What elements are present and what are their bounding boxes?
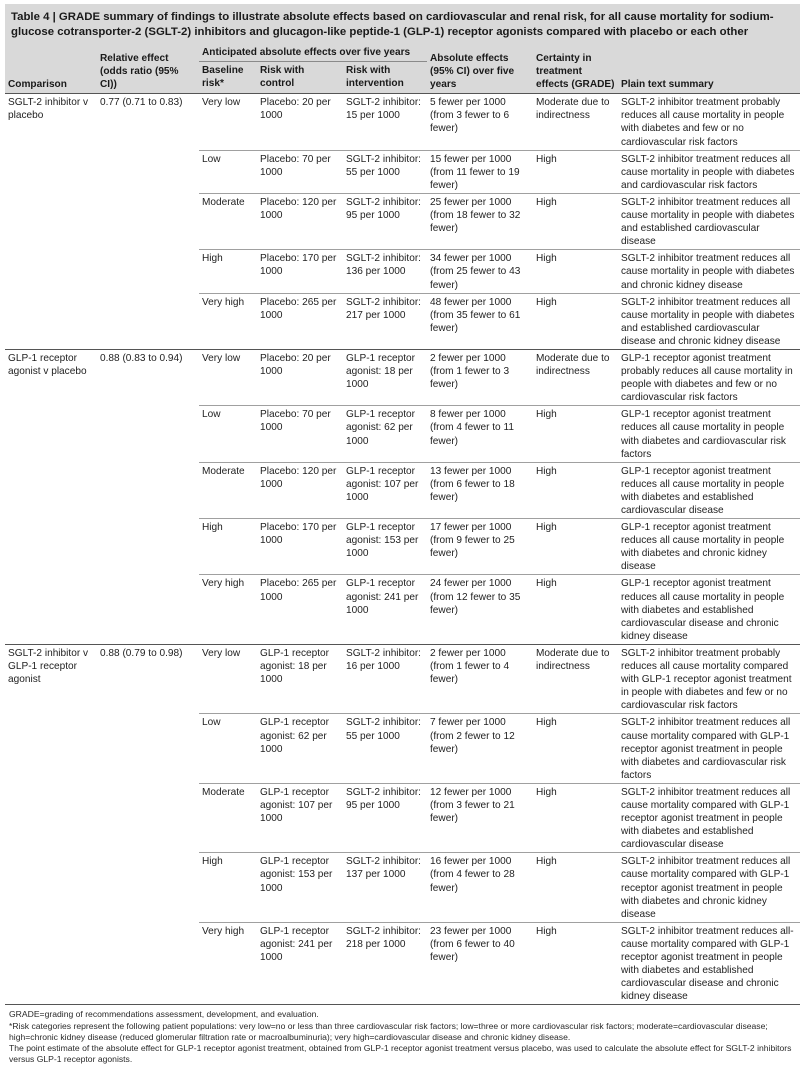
summary-cell: GLP-1 receptor agonist treatment reduces all cause mortality in people with diabetes and established cardiovascular disease and chronic kidney disease [618, 575, 800, 644]
certainty-cell: High [533, 853, 618, 922]
certainty-cell: High [533, 406, 618, 462]
control-risk-cell: Placebo: 20 per 1000 [257, 349, 343, 405]
header-comparison: Comparison [5, 44, 97, 94]
absolute-effect-cell: 16 fewer per 1000 (from 4 fewer to 28 fewer) [427, 853, 533, 922]
header-absolute-effects: Absolute effects (95% CI) over five years [427, 44, 533, 94]
summary-cell: SGLT-2 inhibitor treatment probably reduces all cause mortality in people with diabetes and few or no cardiovascular risk factors [618, 94, 800, 150]
absolute-effect-cell: 23 fewer per 1000 (from 6 fewer to 40 fewer) [427, 922, 533, 1004]
control-risk-cell: Placebo: 265 per 1000 [257, 575, 343, 644]
intervention-risk-cell: SGLT-2 inhibitor: 55 per 1000 [343, 150, 427, 193]
intervention-risk-cell: GLP-1 receptor agonist: 241 per 1000 [343, 575, 427, 644]
certainty-cell: High [533, 250, 618, 293]
absolute-effect-cell: 17 fewer per 1000 (from 9 fewer to 25 fewer) [427, 519, 533, 575]
baseline-risk-cell: Low [199, 150, 257, 193]
intervention-risk-cell: SGLT-2 inhibitor: 136 per 1000 [343, 250, 427, 293]
summary-cell: SGLT-2 inhibitor treatment reduces all cause mortality in people with diabetes and chronic kidney disease [618, 250, 800, 293]
certainty-cell: High [533, 462, 618, 518]
comparison-cell: SGLT-2 inhibitor v GLP-1 receptor agonist [5, 644, 97, 1004]
control-risk-cell: GLP-1 receptor agonist: 62 per 1000 [257, 714, 343, 783]
control-risk-cell: GLP-1 receptor agonist: 153 per 1000 [257, 853, 343, 922]
baseline-risk-cell: Moderate [199, 783, 257, 852]
table-row [5, 349, 800, 405]
absolute-effect-cell: 8 fewer per 1000 (from 4 fewer to 11 fewer) [427, 406, 533, 462]
certainty-cell: High [533, 193, 618, 249]
control-risk-cell: Placebo: 120 per 1000 [257, 462, 343, 518]
certainty-cell: Moderate due to indirectness [533, 349, 618, 405]
control-risk-cell: Placebo: 265 per 1000 [257, 293, 343, 349]
summary-cell: SGLT-2 inhibitor treatment reduces all cause mortality compared with GLP-1 receptor agonist treatment in people with diabetes and chronic kidney disease [618, 853, 800, 922]
certainty-cell: High [533, 575, 618, 644]
certainty-cell: High [533, 783, 618, 852]
intervention-risk-cell: GLP-1 receptor agonist: 153 per 1000 [343, 519, 427, 575]
absolute-effect-cell: 24 fewer per 1000 (from 12 fewer to 35 fewer) [427, 575, 533, 644]
absolute-effect-cell: 34 fewer per 1000 (from 25 fewer to 43 fewer) [427, 250, 533, 293]
table-caption: Table 4 | GRADE summary of findings to illustrate absolute effects based on cardiovascular and renal risk, for all cause mortality for sodium-glucose cotransporter-2 (SGLT-2) inhibitors and glucagon-like peptide-1 (GLP-1) receptor agonists compared with placebo or each other [5, 4, 800, 44]
intervention-risk-cell: SGLT-2 inhibitor: 55 per 1000 [343, 714, 427, 783]
baseline-risk-cell: Very high [199, 575, 257, 644]
summary-cell: GLP-1 receptor agonist treatment probably reduces all cause mortality in people with diabetes and few or no cardiovascular risk factors [618, 349, 800, 405]
absolute-effect-cell: 25 fewer per 1000 (from 18 fewer to 32 fewer) [427, 193, 533, 249]
control-risk-cell: Placebo: 120 per 1000 [257, 193, 343, 249]
relative-effect-cell: 0.77 (0.71 to 0.83) [97, 94, 199, 350]
baseline-risk-cell: Moderate [199, 462, 257, 518]
absolute-effect-cell: 13 fewer per 1000 (from 6 fewer to 18 fewer) [427, 462, 533, 518]
table-body [5, 94, 800, 1005]
intervention-risk-cell: SGLT-2 inhibitor: 95 per 1000 [343, 193, 427, 249]
certainty-cell: Moderate due to indirectness [533, 94, 618, 150]
control-risk-cell: Placebo: 70 per 1000 [257, 150, 343, 193]
intervention-risk-cell: GLP-1 receptor agonist: 107 per 1000 [343, 462, 427, 518]
certainty-cell: Moderate due to indirectness [533, 644, 618, 713]
header-plain-text: Plain text summary [618, 44, 800, 94]
header-risk-control: Risk with control [257, 62, 343, 94]
relative-effect-cell: 0.88 (0.79 to 0.98) [97, 644, 199, 1004]
absolute-effect-cell: 15 fewer per 1000 (from 11 fewer to 19 fewer) [427, 150, 533, 193]
certainty-cell: High [533, 519, 618, 575]
header-baseline-risk: Baseline risk* [199, 62, 257, 94]
summary-cell: SGLT-2 inhibitor treatment probably reduces all cause mortality compared with GLP-1 receptor agonist treatment in people with diabetes and few or no cardiovascular risk factors [618, 644, 800, 713]
absolute-effect-cell: 5 fewer per 1000 (from 3 fewer to 6 fewer) [427, 94, 533, 150]
intervention-risk-cell: SGLT-2 inhibitor: 218 per 1000 [343, 922, 427, 1004]
table-footnotes [5, 1004, 800, 1065]
certainty-cell: High [533, 714, 618, 783]
baseline-risk-cell: High [199, 250, 257, 293]
baseline-risk-cell: High [199, 519, 257, 575]
intervention-risk-cell: SGLT-2 inhibitor: 217 per 1000 [343, 293, 427, 349]
intervention-risk-cell: SGLT-2 inhibitor: 15 per 1000 [343, 94, 427, 150]
summary-cell: GLP-1 receptor agonist treatment reduces all cause mortality in people with diabetes and chronic kidney disease [618, 519, 800, 575]
summary-cell: SGLT-2 inhibitor treatment reduces all cause mortality compared with GLP-1 receptor agonist treatment in people with diabetes and cardiovascular risk factors [618, 714, 800, 783]
certainty-cell: High [533, 922, 618, 1004]
baseline-risk-cell: High [199, 853, 257, 922]
control-risk-cell: Placebo: 170 per 1000 [257, 250, 343, 293]
control-risk-cell: Placebo: 70 per 1000 [257, 406, 343, 462]
table-row [5, 644, 800, 713]
header-risk-intervention: Risk with intervention [343, 62, 427, 94]
intervention-risk-cell: SGLT-2 inhibitor: 95 per 1000 [343, 783, 427, 852]
baseline-risk-cell: Very low [199, 349, 257, 405]
control-risk-cell: GLP-1 receptor agonist: 241 per 1000 [257, 922, 343, 1004]
relative-effect-cell: 0.88 (0.83 to 0.94) [97, 349, 199, 644]
comparison-cell: SGLT-2 inhibitor v placebo [5, 94, 97, 350]
intervention-risk-cell: SGLT-2 inhibitor: 16 per 1000 [343, 644, 427, 713]
summary-cell: SGLT-2 inhibitor treatment reduces all cause mortality in people with diabetes and cardiovascular risk factors [618, 150, 800, 193]
baseline-risk-cell: Low [199, 714, 257, 783]
header-relative-effect: Relative effect (odds ratio (95% CI)) [97, 44, 199, 94]
summary-cell: SGLT-2 inhibitor treatment reduces all cause mortality compared with GLP-1 receptor agonist treatment in people with diabetes and established cardiovascular disease [618, 783, 800, 852]
absolute-effect-cell: 48 fewer per 1000 (from 35 fewer to 61 fewer) [427, 293, 533, 349]
footnote-point-estimate: The point estimate of the absolute effect for GLP-1 receptor agonist treatment, obtained from GLP-1 receptor agonist treatment versus placebo, was used to calculate the absolute effect for SGLT-2 inhibitors versus GLP-1 receptor agonists. [9, 1042, 792, 1065]
control-risk-cell: GLP-1 receptor agonist: 107 per 1000 [257, 783, 343, 852]
header-anticipated-effects: Anticipated absolute effects over five years [199, 44, 427, 62]
grade-table [5, 44, 800, 1004]
baseline-risk-cell: Very low [199, 644, 257, 713]
intervention-risk-cell: GLP-1 receptor agonist: 62 per 1000 [343, 406, 427, 462]
baseline-risk-cell: Low [199, 406, 257, 462]
absolute-effect-cell: 2 fewer per 1000 (from 1 fewer to 4 fewer) [427, 644, 533, 713]
footnote-risk-categories: *Risk categories represent the following patient populations: very low=no or less than three cardiovascular risk factors; low=three or more cardiovascular risk factors; moderate=cardiovascular disease; high=chronic kidney disease (reduced glomerular filtration rate or macroalbuminuria); very high=cardiovascular disease and chronic kidney disease. [9, 1020, 768, 1042]
summary-cell: SGLT-2 inhibitor treatment reduces all cause mortality in people with diabetes and established cardiovascular disease [618, 193, 800, 249]
certainty-cell: High [533, 293, 618, 349]
absolute-effect-cell: 2 fewer per 1000 (from 1 fewer to 3 fewer) [427, 349, 533, 405]
absolute-effect-cell: 12 fewer per 1000 (from 3 fewer to 21 fewer) [427, 783, 533, 852]
intervention-risk-cell: SGLT-2 inhibitor: 137 per 1000 [343, 853, 427, 922]
table-row [5, 94, 800, 150]
summary-cell: GLP-1 receptor agonist treatment reduces all cause mortality in people with diabetes and established cardiovascular disease [618, 462, 800, 518]
comparison-cell: GLP-1 receptor agonist v placebo [5, 349, 97, 644]
header-certainty: Certainty in treatment effects (GRADE) [533, 44, 618, 94]
baseline-risk-cell: Very high [199, 293, 257, 349]
summary-cell: SGLT-2 inhibitor treatment reduces all-cause mortality compared with GLP-1 receptor agonist treatment in people with diabetes and established cardiovascular disease and chronic kidney disease [618, 922, 800, 1004]
baseline-risk-cell: Very high [199, 922, 257, 1004]
intervention-risk-cell: GLP-1 receptor agonist: 18 per 1000 [343, 349, 427, 405]
control-risk-cell: Placebo: 170 per 1000 [257, 519, 343, 575]
control-risk-cell: Placebo: 20 per 1000 [257, 94, 343, 150]
control-risk-cell: GLP-1 receptor agonist: 18 per 1000 [257, 644, 343, 713]
baseline-risk-cell: Very low [199, 94, 257, 150]
baseline-risk-cell: Moderate [199, 193, 257, 249]
summary-cell: GLP-1 receptor agonist treatment reduces all cause mortality in people with diabetes and cardiovascular risk factors [618, 406, 800, 462]
summary-cell: SGLT-2 inhibitor treatment reduces all cause mortality in people with diabetes and established cardiovascular disease and chronic kidney disease [618, 293, 800, 349]
footnote-abbreviation: GRADE=grading of recommendations assessment, development, and evaluation. [9, 1009, 319, 1020]
certainty-cell: High [533, 150, 618, 193]
absolute-effect-cell: 7 fewer per 1000 (from 2 fewer to 12 fewer) [427, 714, 533, 783]
